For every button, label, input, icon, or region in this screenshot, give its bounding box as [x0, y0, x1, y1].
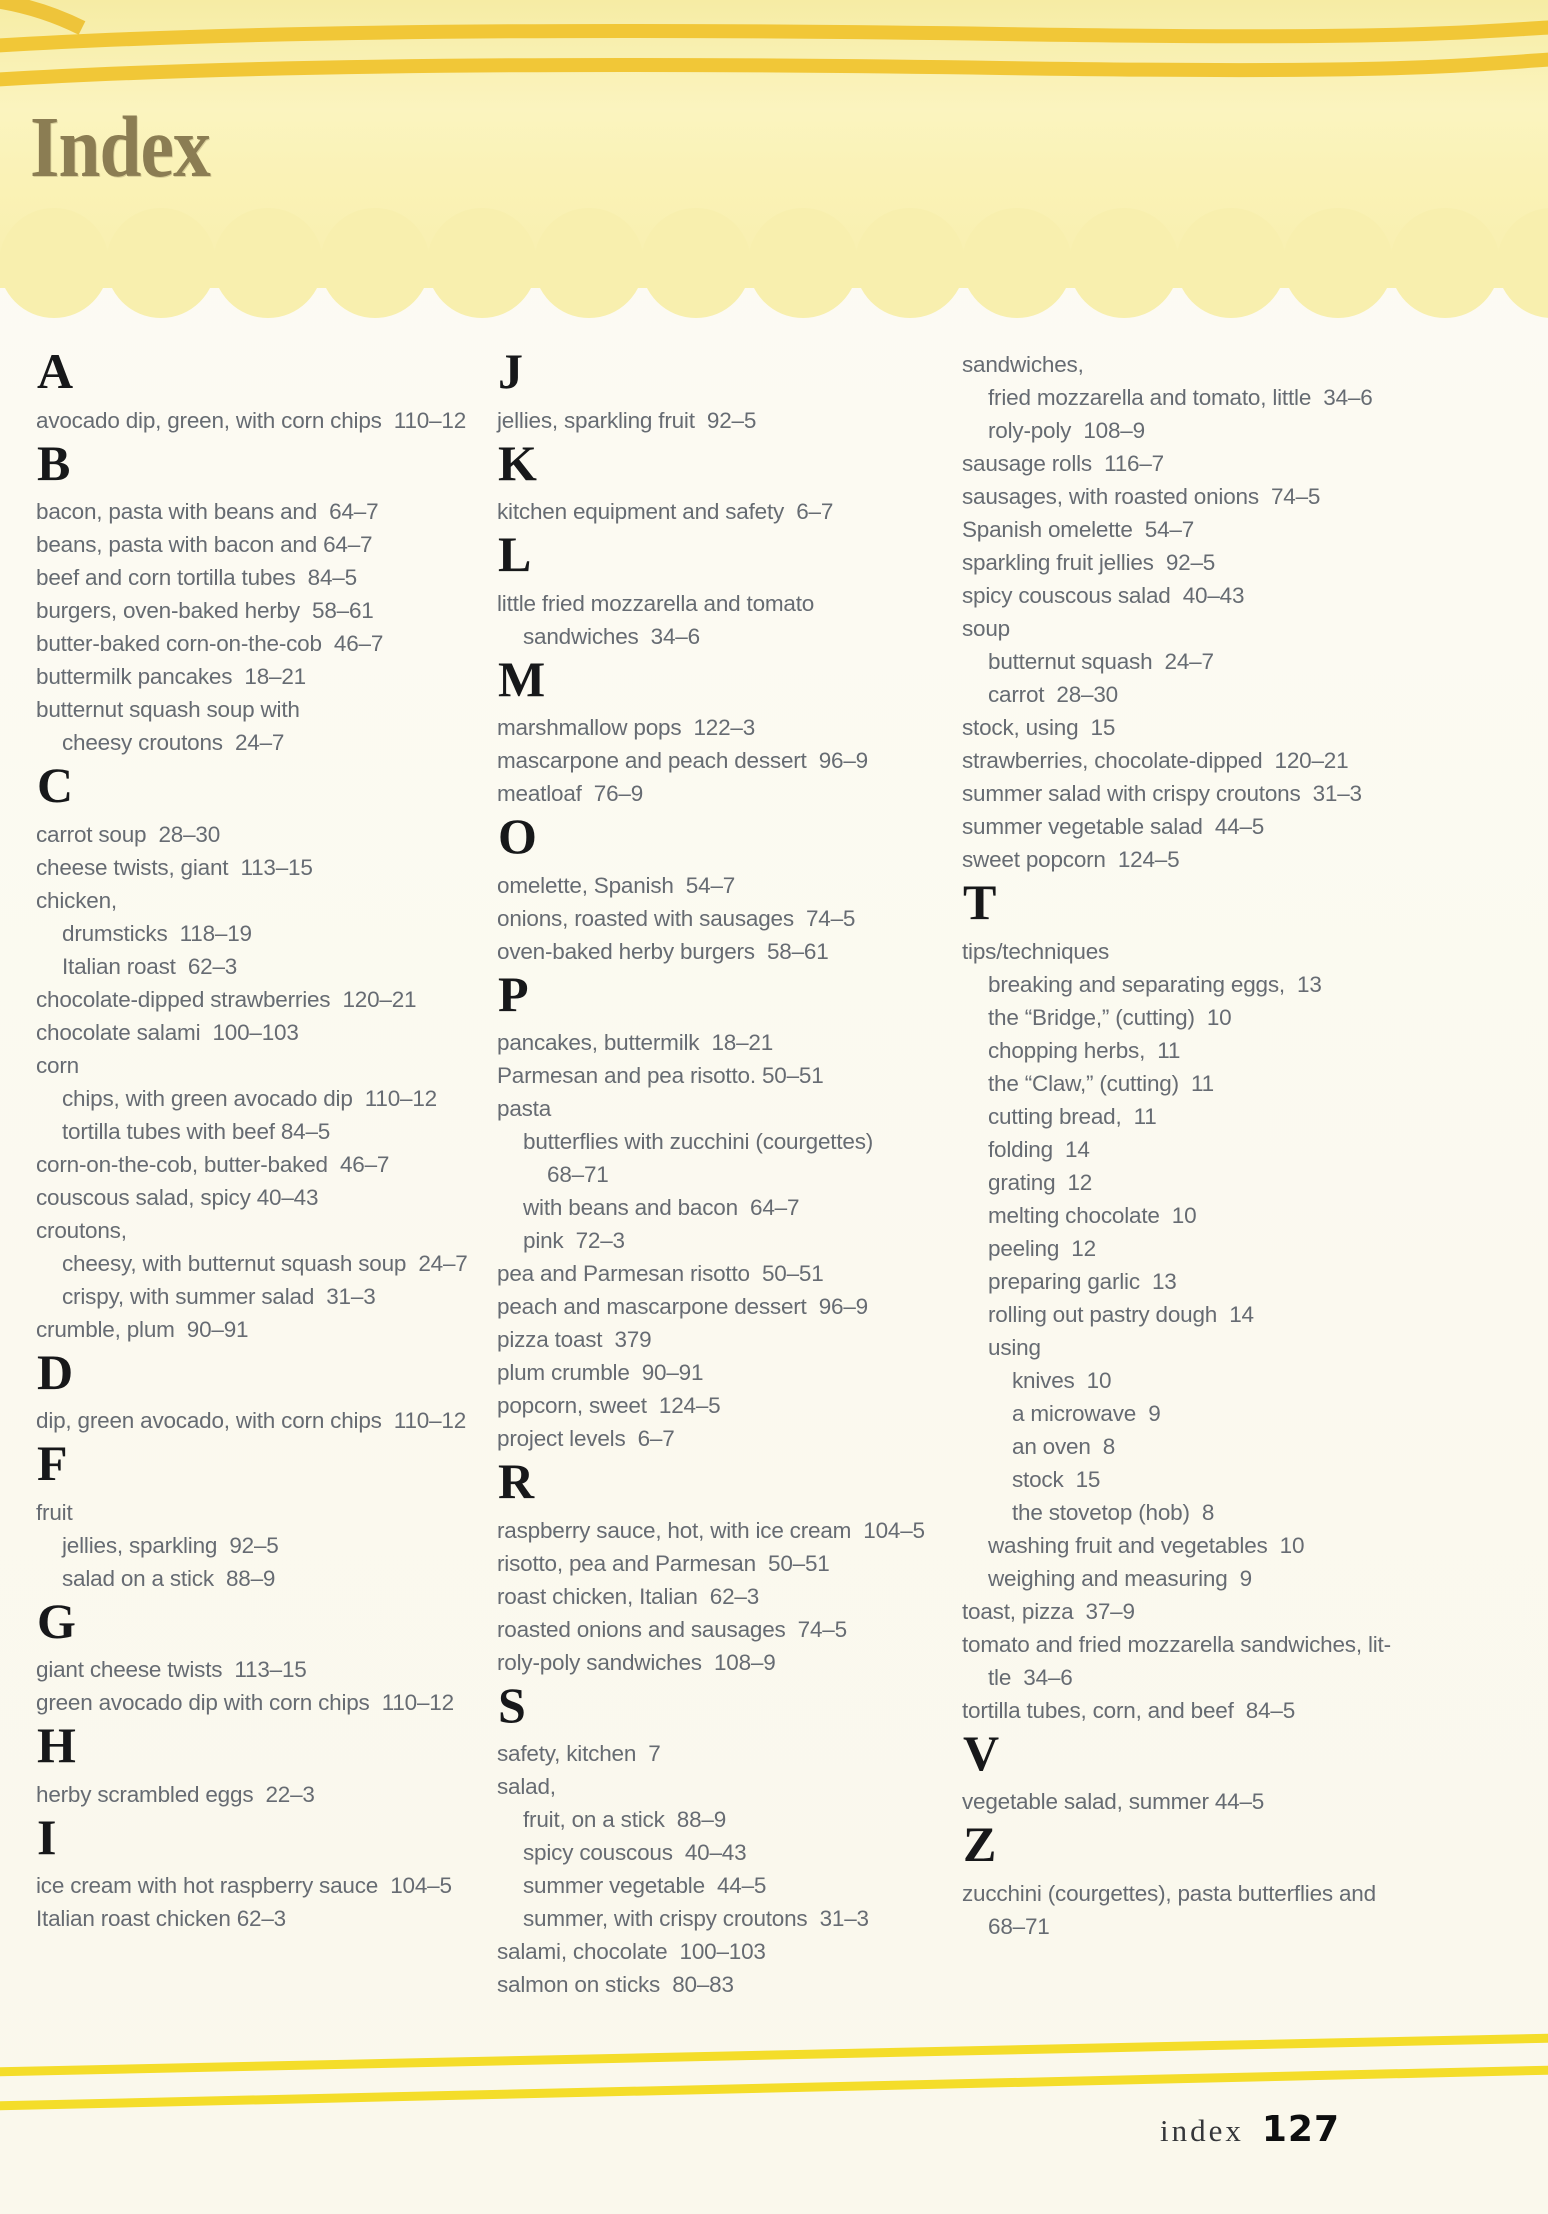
index-entry: ice cream with hot raspberry sauce 104–5: [36, 1873, 452, 1898]
index-entry: pink 72–3: [523, 1228, 625, 1253]
index-entry: salmon on sticks 80–83: [497, 1972, 734, 1997]
index-entry: knives 10: [1012, 1367, 1112, 1393]
scallop-bump: [427, 208, 537, 318]
index-entry: giant cheese twists 113–15: [36, 1657, 307, 1682]
section-letter-P: P: [498, 965, 529, 1022]
index-entry: spicy couscous salad 40–43: [962, 583, 1245, 608]
index-entry: tips/techniques: [962, 938, 1110, 964]
index-entry: 68–71: [547, 1162, 609, 1187]
index-entry: with beans and bacon 64–7: [523, 1195, 800, 1220]
index-entry: stock, using 15: [962, 715, 1116, 740]
index-entry: spicy couscous 40–43: [523, 1840, 747, 1865]
index-entry: jellies, sparkling fruit 92–5: [497, 407, 757, 433]
index-entry: rolling out pastry dough 14: [988, 1301, 1254, 1327]
section-letter-G: G: [37, 1592, 76, 1649]
index-entry: an oven 8: [1012, 1433, 1116, 1459]
index-entry: fruit: [36, 1499, 73, 1525]
index-entry: roly-poly 108–9: [988, 418, 1145, 443]
section-letter-D: D: [37, 1343, 74, 1400]
index-entry: sausage rolls 116–7: [962, 451, 1164, 476]
scallop-bump: [1390, 208, 1500, 318]
index-entry: melting chocolate 10: [988, 1202, 1197, 1228]
index-entry: Italian roast chicken 62–3: [36, 1906, 286, 1931]
index-entry: strawberries, chocolate-dipped 120–21: [962, 748, 1349, 773]
index-entry: washing fruit and vegetables 10: [988, 1532, 1305, 1558]
index-entry: tortilla tubes with beef 84–5: [62, 1118, 331, 1144]
scallop-bump: [1176, 208, 1286, 318]
section-letter-Z: Z: [963, 1816, 997, 1872]
index-entry: peeling 12: [988, 1235, 1096, 1261]
index-entry: summer, with crispy croutons 31–3: [523, 1906, 869, 1931]
index-entry: preparing garlic 13: [988, 1268, 1177, 1294]
index-entry: pea and Parmesan risotto 50–51: [497, 1261, 824, 1286]
index-entry: avocado dip, green, with corn chips 110–12: [36, 407, 467, 433]
scallop-bump: [0, 208, 109, 318]
index-entry: fried mozzarella and tomato, little 34–6: [988, 385, 1373, 410]
footer-wavy-stripes-decoration: [0, 2020, 1548, 2112]
index-entry: Parmesan and pea risotto. 50–51: [497, 1063, 824, 1088]
section-letter-V: V: [963, 1724, 1000, 1781]
section-letter-H: H: [37, 1717, 76, 1773]
index-entry: safety, kitchen 7: [497, 1741, 661, 1766]
section-letter-T: T: [963, 874, 997, 930]
index-entry: salad on a stick 88–9: [62, 1565, 276, 1591]
index-entry: cheesy, with butternut squash soup 24–7: [62, 1250, 468, 1276]
index-entry: plum crumble 90–91: [497, 1360, 704, 1385]
index-entry: risotto, pea and Parmesan 50–51: [497, 1550, 830, 1576]
index-entry: pizza toast 379: [497, 1327, 652, 1352]
index-entry: chips, with green avocado dip 110–12: [62, 1085, 437, 1111]
index-column-3: [962, 348, 1391, 1943]
index-entry: buttermilk pancakes 18–21: [36, 664, 306, 689]
index-entry: stock 15: [1012, 1466, 1101, 1492]
index-entry: tortilla tubes, corn, and beef 84–5: [962, 1697, 1296, 1723]
index-entry: herby scrambled eggs 22–3: [36, 1781, 315, 1807]
index-entry: marshmallow pops 122–3: [497, 715, 756, 740]
page-title: Index: [30, 98, 210, 196]
scallop-edge-decoration: [0, 0, 1548, 318]
index-entry: green avocado dip with corn chips 110–12: [36, 1690, 454, 1715]
index-entry: croutons,: [36, 1217, 127, 1243]
index-column-1: [36, 343, 468, 1935]
index-entry: carrot soup 28–30: [36, 821, 221, 847]
index-entry: oven-baked herby burgers 58–61: [497, 938, 829, 964]
index-entry: bacon, pasta with beans and 64–7: [36, 499, 379, 524]
index-entry: onions, roasted with sausages 74–5: [497, 905, 856, 931]
index-entry: 68–71: [988, 1913, 1050, 1939]
index-entry: Italian roast 62–3: [62, 953, 238, 979]
scallop-bump: [1069, 208, 1179, 318]
footer-stripe-bottom: [0, 2070, 1548, 2106]
scallop-bump: [748, 208, 858, 318]
scallop-bump: [106, 208, 216, 318]
scallop-bump: [1283, 208, 1393, 318]
index-entry: butternut squash soup with: [36, 697, 300, 722]
index-entry: omelette, Spanish 54–7: [497, 872, 736, 898]
index-entry: couscous salad, spicy 40–43: [36, 1184, 319, 1210]
index-entry: chopping herbs, 11: [988, 1037, 1181, 1063]
index-entry: project levels 6–7: [497, 1426, 675, 1451]
index-entry: drumsticks 118–19: [62, 920, 252, 946]
index-entry: the “Claw,” (cutting) 11: [988, 1070, 1214, 1096]
index-entry: the “Bridge,” (cutting) 10: [988, 1004, 1232, 1030]
index-entry: chicken,: [36, 887, 117, 913]
index-entry: jellies, sparkling 92–5: [62, 1532, 279, 1558]
index-entry: peach and mascarpone dessert 96–9: [497, 1294, 868, 1319]
index-entry: summer salad with crispy croutons 31–3: [962, 781, 1362, 806]
index-entry: chocolate-dipped strawberries 120–21: [36, 986, 417, 1012]
index-entry: cheesy croutons 24–7: [62, 730, 285, 755]
index-entry: sparkling fruit jellies 92–5: [962, 550, 1216, 575]
section-letter-I: I: [37, 1808, 57, 1865]
index-entry: popcorn, sweet 124–5: [497, 1393, 721, 1418]
index-entry: meatloaf 76–9: [497, 781, 644, 806]
section-letter-C: C: [37, 757, 74, 813]
index-entry: corn-on-the-cob, butter-baked 46–7: [36, 1151, 390, 1177]
index-entry: fruit, on a stick 88–9: [523, 1807, 727, 1832]
scallop-bump: [534, 208, 644, 318]
index-entry: beef and corn tortilla tubes 84–5: [36, 565, 357, 590]
index-entry: butternut squash 24–7: [988, 649, 1214, 674]
section-letter-S: S: [498, 1676, 526, 1733]
index-entry: zucchini (courgettes), pasta butterflies and: [962, 1880, 1376, 1906]
section-letter-O: O: [498, 808, 537, 864]
index-entry: using: [988, 1334, 1041, 1360]
index-column-2: [497, 343, 925, 2001]
scallop-bump: [320, 208, 430, 318]
scallop-bump: [962, 208, 1072, 318]
index-entry: pasta: [497, 1096, 552, 1121]
index-entry: Spanish omelette 54–7: [962, 517, 1195, 542]
index-columns: [0, 343, 1548, 2048]
index-entry: salad,: [497, 1774, 556, 1799]
index-entry: pancakes, buttermilk 18–21: [497, 1030, 774, 1055]
section-letter-R: R: [498, 1453, 535, 1509]
section-letter-F: F: [37, 1435, 68, 1491]
index-entry: crumble, plum 90–91: [36, 1316, 249, 1342]
footer-stripe-top: [0, 2038, 1548, 2072]
index-entry: mascarpone and peach dessert 96–9: [497, 748, 868, 773]
index-entry: corn: [36, 1052, 79, 1078]
scallop-bump: [641, 208, 751, 318]
index-entry: roast chicken, Italian 62–3: [497, 1583, 760, 1609]
scallop-bump: [213, 208, 323, 318]
page-header: [0, 0, 1548, 318]
index-entry: chocolate salami 100–103: [36, 1019, 299, 1045]
index-entry: tle 34–6: [988, 1664, 1073, 1690]
section-letter-B: B: [37, 434, 71, 491]
index-entry: kitchen equipment and safety 6–7: [497, 499, 834, 524]
index-entry: cheese twists, giant 113–15: [36, 854, 313, 880]
index-entry: crispy, with summer salad 31–3: [62, 1283, 376, 1309]
scallop-bump: [855, 208, 965, 318]
footer-text: [1159, 2109, 1340, 2150]
index-entry: raspberry sauce, hot, with ice cream 104–5: [497, 1517, 925, 1543]
index-entry: a microwave 9: [1012, 1400, 1161, 1426]
index-entry: summer vegetable 44–5: [523, 1873, 767, 1898]
index-entry: vegetable salad, summer 44–5: [962, 1789, 1265, 1814]
footer-page-number: 127: [1261, 2109, 1340, 2150]
index-entry: beans, pasta with bacon and 64–7: [36, 532, 373, 557]
section-letter-J: J: [498, 343, 523, 399]
index-entry: sausages, with roasted onions 74–5: [962, 484, 1321, 509]
index-entry: sweet popcorn 124–5: [962, 847, 1180, 872]
section-letter-L: L: [498, 526, 532, 582]
index-entry: tomato and fried mozzarella sandwiches, lit-: [962, 1631, 1391, 1657]
section-letter-K: K: [498, 434, 537, 491]
index-entry: weighing and measuring 9: [988, 1565, 1252, 1591]
section-letter-A: A: [37, 343, 74, 399]
page-footer: [0, 2020, 1548, 2214]
index-entry: breaking and separating eggs, 13: [988, 971, 1322, 997]
index-entry: roly-poly sandwiches 108–9: [497, 1649, 776, 1675]
index-entry: burgers, oven-baked herby 58–61: [36, 598, 374, 623]
index-entry: soup: [962, 616, 1010, 641]
index-entry: toast, pizza 37–9: [962, 1598, 1135, 1624]
scallop-bump: [1497, 208, 1548, 318]
index-entry: cutting bread, 11: [988, 1103, 1157, 1129]
section-letter-M: M: [498, 650, 546, 707]
index-entry: grating 12: [988, 1169, 1093, 1195]
index-entry: the stovetop (hob) 8: [1012, 1499, 1215, 1525]
index-entry: sandwiches 34–6: [523, 623, 700, 649]
index-entry: sandwiches,: [962, 352, 1084, 377]
index-entry: summer vegetable salad 44–5: [962, 814, 1265, 839]
index-entry: folding 14: [988, 1136, 1090, 1162]
index-entry: butterflies with zucchini (courgettes): [523, 1129, 874, 1154]
index-entry: roasted onions and sausages 74–5: [497, 1616, 847, 1642]
index-entry: little fried mozzarella and tomato: [497, 590, 815, 616]
index-entry: salami, chocolate 100–103: [497, 1939, 766, 1964]
index-entry: carrot 28–30: [988, 682, 1118, 707]
index-entry: dip, green avocado, with corn chips 110–12: [36, 1408, 467, 1433]
footer-section-label: index: [1159, 2113, 1244, 2148]
index-entry: butter-baked corn-on-the-cob 46–7: [36, 631, 384, 656]
